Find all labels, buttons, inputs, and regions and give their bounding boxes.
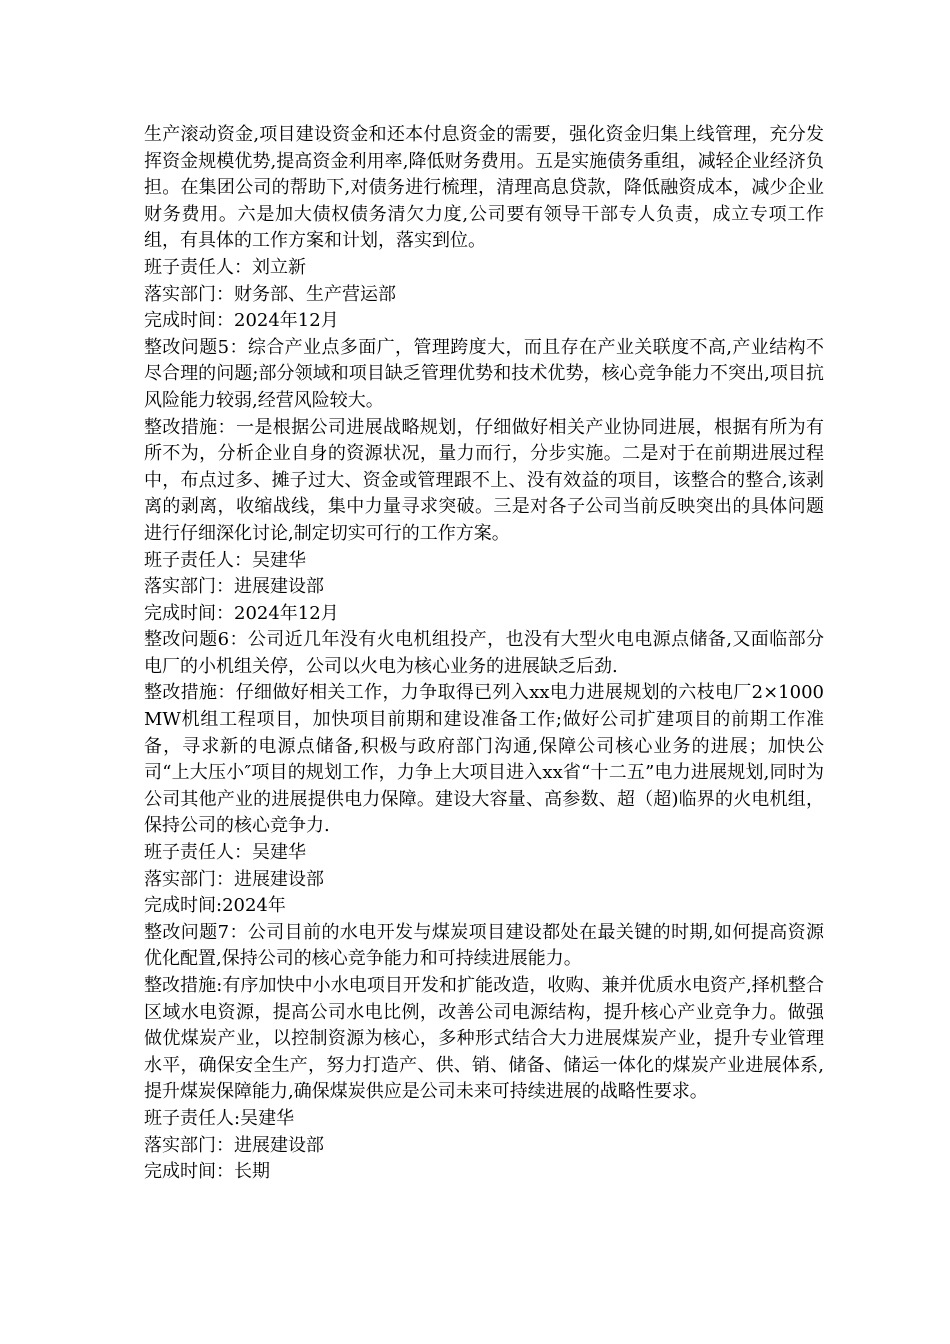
issue-6: 整改问题6：公司近几年没有火电机组投产，也没有大型火电电源点储备,又面临部分电厂的小机组关停，公司以火电为核心业务的进展缺乏后劲. xyxy=(144,629,824,677)
department-4: 落实部门：财务部、生产营运部 xyxy=(144,283,396,305)
responsible-person-5: 班子责任人：吴建华 xyxy=(144,549,306,571)
completion-time-4: 完成时间：2024年12月 xyxy=(144,310,339,332)
responsible-person-6: 班子责任人：吴建华 xyxy=(144,842,306,864)
responsible-person-4: 班子责任人：刘立新 xyxy=(144,256,306,278)
document-page xyxy=(144,122,824,1186)
completion-time-7: 完成时间：长期 xyxy=(144,1161,270,1183)
completion-time-5: 完成时间：2024年12月 xyxy=(144,602,339,624)
measures-6: 整改措施：仔细做好相关工作，力争取得已列入xx电力进展规划的六枝电厂2×1000MW机组工程项目，加快项目前期和建设准备工作;做好公司扩建项目的前期工作准备，寻求新的电源点储备,积极与政府部门沟通,保障公司核心业务的进展；加快公司“上大压小″项目的规划工作，力争上大项目进入xx省“十二五”电力进展规划,同时为公司其他产业的进展提供电力保障。建设大容量、高参数、超（超)临界的火电机组，保持公司的核心竞争力. xyxy=(144,682,824,837)
measures-5: 整改措施：一是根据公司进展战略规划，仔细做好相关产业协同进展，根据有所为有所不为，分析企业自身的资源状况，量力而行，分步实施。二是对于在前期进展过程中，布点过多、摊子过大、资金或管理跟不上、没有效益的项目，该整合的整合,该剥离的剥离，收缩战线，集中力量寻求突破。三是对各子公司当前反映突出的具体问题进行仔细深化讨论,制定切实可行的工作方案。 xyxy=(144,416,824,544)
department-7: 落实部门：进展建设部 xyxy=(144,1134,324,1156)
paragraph-funding-continued: 生产滚动资金,项目建设资金和还本付息资金的需要，强化资金归集上线管理，充分发挥资金规模优势,提高资金利用率,降低财务费用。五是实施债务重组，减轻企业经济负担。在集团公司的帮助下,对债务进行梳理，清理高息贷款，降低融资成本，减少企业财务费用。六是加大债权债务清欠力度,公司要有领导干部专人负责，成立专项工作组，有具体的工作方案和计划，落实到位。 xyxy=(144,124,824,252)
issue-7: 整改问题7：公司目前的水电开发与煤炭项目建设都处在最关键的时期,如何提高资源优化配置,保持公司的核心竞争能力和可持续进展能力。 xyxy=(144,921,824,970)
responsible-person-7: 班子责任人:吴建华 xyxy=(144,1107,295,1129)
department-5: 落实部门：进展建设部 xyxy=(144,576,324,598)
department-6: 落实部门：进展建设部 xyxy=(144,868,324,890)
completion-time-6: 完成时间:2024年 xyxy=(144,895,286,917)
issue-5: 整改问题5：综合产业点多面广，管理跨度大，而且存在产业关联度不高,产业结构不尽合理的问题;部分领域和项目缺乏管理优势和技术优势，核心竞争能力不突出,项目抗风险能力较弱,经营风险较大。 xyxy=(144,336,824,411)
measures-7: 整改措施:有序加快中小水电项目开发和扩能改造，收购、兼并优质水电资产,择机整合区域水电资源，提高公司水电比例，改善公司电源结构，提升核心产业竞争力。做强做优煤炭产业，以控制资源为核心，多种形式结合大力进展煤炭产业，提升专业管理水平，确保安全生产，努力打造产、供、销、储备、储运一体化的煤炭产业进展体系,提升煤炭保障能力,确保煤炭供应是公司未来可持续进展的战略性要求。 xyxy=(144,975,824,1103)
